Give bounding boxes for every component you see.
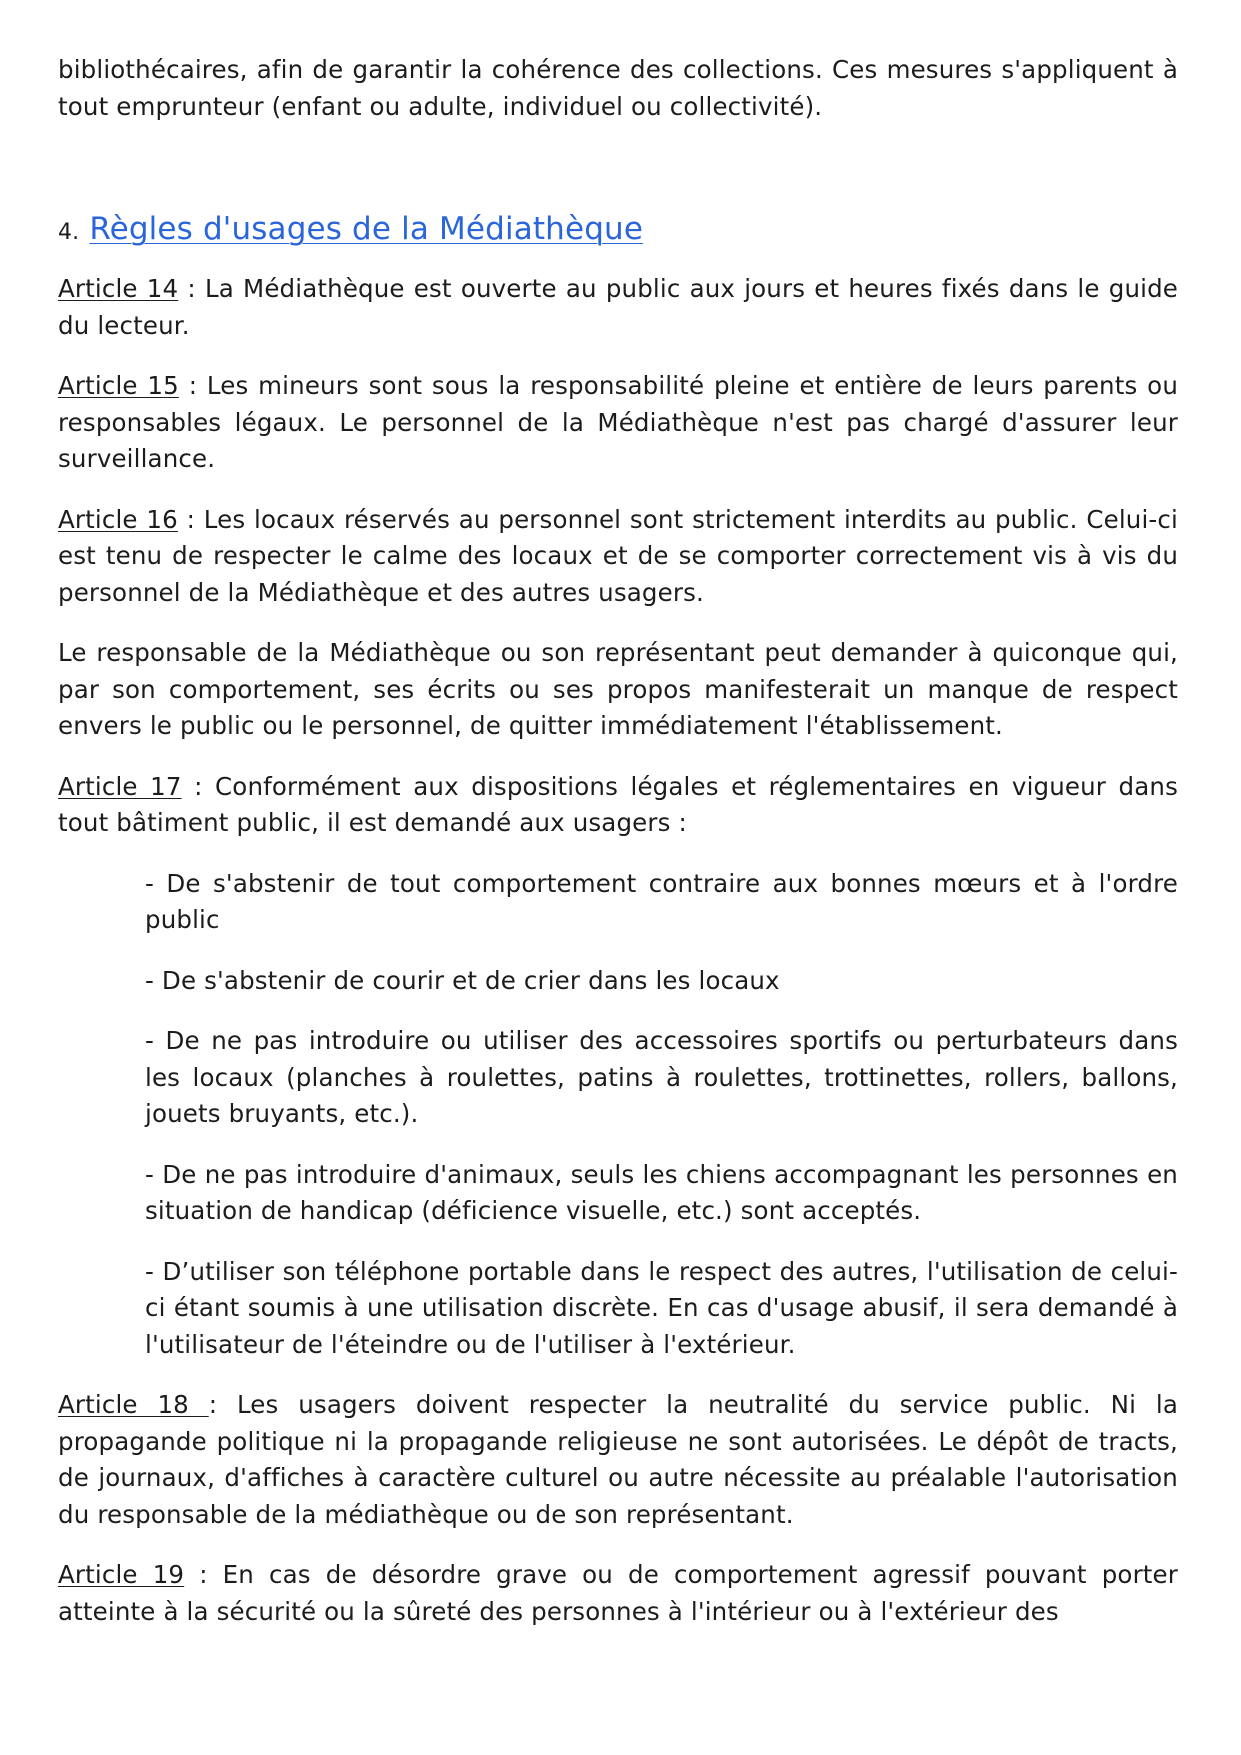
section-title: Règles d'usages de la Médiathèque xyxy=(89,211,644,247)
article-16-text: : Les locaux réservés au personnel sont strictement interdits au public. Celui-ci est tenu de respecter le calme des locaux et de se comporter correctement vis à vis du personnel de la Médiathèque et des autres usagers. xyxy=(58,504,1178,607)
article-17-text: : Conformément aux dispositions légales et réglementaires en vigueur dans tout bâtiment public, il est demandé aux usagers : xyxy=(58,771,1178,837)
article-15-label: Article 15 xyxy=(58,371,179,400)
article-15 xyxy=(58,368,1178,478)
article-17 xyxy=(58,769,1178,842)
intro-paragraph: bibliothécaires, afin de garantir la cohérence des collections. Ces mesures s'appliquent à tout emprunteur (enfant ou adulte, individuel ou collectivité). xyxy=(58,55,1178,121)
article-16-label: Article 16 xyxy=(58,504,178,534)
article-18-label: Article 18 xyxy=(58,1390,209,1419)
article-16-paragraph-2: Le responsable de la Médiathèque ou son représentant peut demander à quiconque qui, par son comportement, ses écrits ou ses propos manifesterait un manque de respect envers le public ou le personnel, de quitter immédiatement l'établissement. xyxy=(58,638,1178,740)
section-number: 4. xyxy=(58,220,80,245)
article-17-label: Article 17 xyxy=(58,771,182,801)
article-17-item: - De ne pas introduire d'animaux, seuls les chiens accompagnant les personnes en situation de handicap (déficience visuelle, etc.) sont acceptés. xyxy=(145,1159,1178,1225)
section-heading xyxy=(58,209,1178,253)
article-16 xyxy=(58,502,1178,612)
article-19-label: Article 19 xyxy=(58,1560,185,1589)
article-14-label: Article 14 xyxy=(58,274,179,303)
article-14-text: : La Médiathèque est ouverte au public aux jours et heures fixés dans le guide du lecteur. xyxy=(58,274,1179,340)
article-14 xyxy=(58,271,1178,344)
article-18-text: : Les usagers doivent respecter la neutralité du service public. Ni la propagande politique ni la propagande religieuse ne sont autorisées. Le dépôt de tracts, de journaux, d'affiches à caractère culturel ou autre nécessite au préalable l'autorisation du responsable de la médiathèque ou de son représentant. xyxy=(58,1390,1178,1529)
article-17-item: - D’utiliser son téléphone portable dans le respect des autres, l'utilisation de celui-ci étant soumis à une utilisation discrète. En cas d'usage abusif, il sera demandé à l'utilisateur de l'éteindre ou de l'utiliser à l'extérieur. xyxy=(145,1256,1178,1359)
document-page xyxy=(58,52,1178,1654)
article-19-text: : En cas de désordre grave ou de comportement agressif pouvant porter atteinte à la sécurité ou la sûreté des personnes à l'intérieur ou à l'extérieur des xyxy=(58,1560,1178,1626)
article-18 xyxy=(58,1387,1178,1533)
article-17-item: - De s'abstenir de tout comportement contraire aux bonnes mœurs et à l'ordre public xyxy=(145,868,1178,934)
article-17-item: - De s'abstenir de courir et de crier dans les locaux xyxy=(145,965,780,995)
article-19 xyxy=(58,1557,1178,1630)
article-17-item: - De ne pas introduire ou utiliser des accessoires sportifs ou perturbateurs dans les locaux (planches à roulettes, patins à roulettes, trottinettes, rollers, ballons, jouets bruyants, etc.). xyxy=(145,1026,1178,1128)
article-15-text: : Les mineurs sont sous la responsabilité pleine et entière de leurs parents ou responsables légaux. Le personnel de la Médiathèque n'est pas chargé d'assurer leur surveillance. xyxy=(58,371,1178,473)
